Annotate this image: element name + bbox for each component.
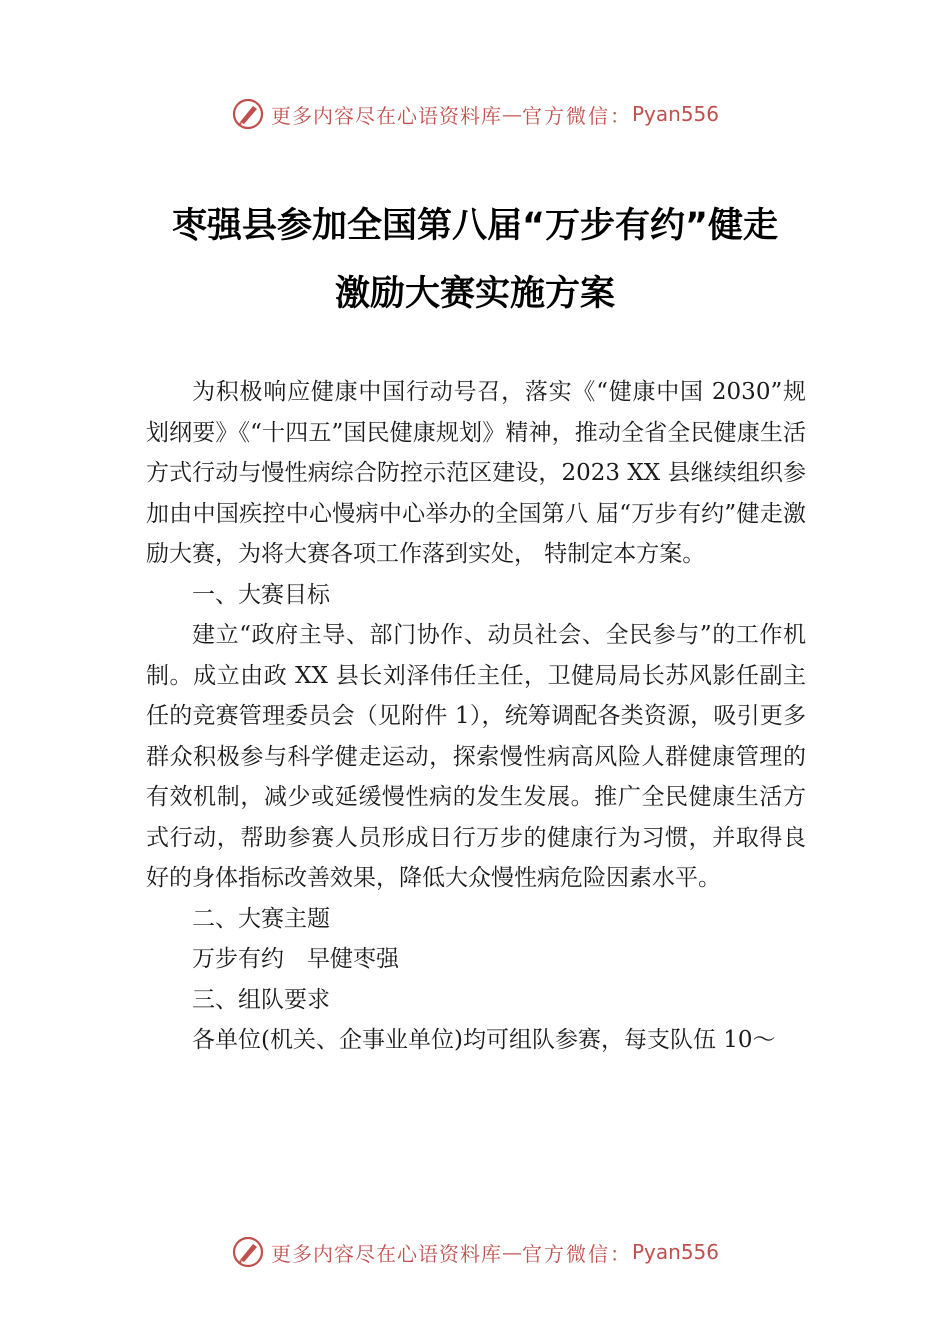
document-title-line2: 激励大赛实施方案 xyxy=(334,274,615,314)
watermark-banner-top xyxy=(0,94,950,134)
document-body xyxy=(146,372,806,1061)
section1-heading: 一、大赛目标 xyxy=(192,581,330,608)
pen-logo-icon xyxy=(231,97,265,131)
watermark-ad-text: 更多内容尽在心语资料库 xyxy=(270,1241,502,1266)
intro-paragraph: 为积极响应健康中国行动号召，落实《“健康中国 2030”规划纲要》《“十四五”国民健康规划》精神，推动全省全民健康生活方式行动与慢性病综合防控示范区建设，2023 XX 县继续组织参加由中国疾控中心慢病中心举办的全国第八 届“万步有约”健走激励大赛，为将大赛各项工作落到实处， 特制定本方案。 xyxy=(146,379,806,567)
watermark-wechat-label: 官方微信： xyxy=(521,1241,632,1266)
document-title-line1: 枣强县参加全国第八届“万步有约”健走 xyxy=(171,206,778,246)
watermark-wechat-id: Pyan556 xyxy=(631,102,719,126)
section3-paragraph: 各单位(机关、企事业单位)均可组队参赛，每支队伍 10～ xyxy=(192,1027,776,1053)
watermark-banner-bottom xyxy=(0,1232,950,1272)
section3-heading: 三、组队要求 xyxy=(192,986,330,1013)
pen-logo-icon xyxy=(231,1235,265,1269)
watermark-ad-text: 更多内容尽在心语资料库 xyxy=(270,103,502,128)
section2-paragraph: 万步有约 早健枣强 xyxy=(192,946,399,972)
watermark-wechat-label: 官方微信： xyxy=(521,103,632,128)
watermark-wechat-id: Pyan556 xyxy=(631,1240,719,1264)
watermark-separator: — xyxy=(501,1240,522,1264)
section1-paragraph: 建立“政府主导、部门协作、动员社会、全民参与”的工作机制。成立由政 XX 县长刘泽伟任主任，卫健局局长苏风影任副主任的竞赛管理委员会（见附件 1），统筹调配各类资源，吸引更多群众积极参与科学健走运动，探索慢性病高风险人群健康管理的有效机制，减少或延缓慢性病的发生发展。推广全民健康生活方式行动，帮助参赛人员形成日行万步的健康行为习惯，并取得良好的身体指标改善效果，降低大众慢性病危险因素水平。 xyxy=(146,622,806,891)
watermark-separator: — xyxy=(501,102,522,126)
section2-heading: 二、大赛主题 xyxy=(192,905,330,932)
